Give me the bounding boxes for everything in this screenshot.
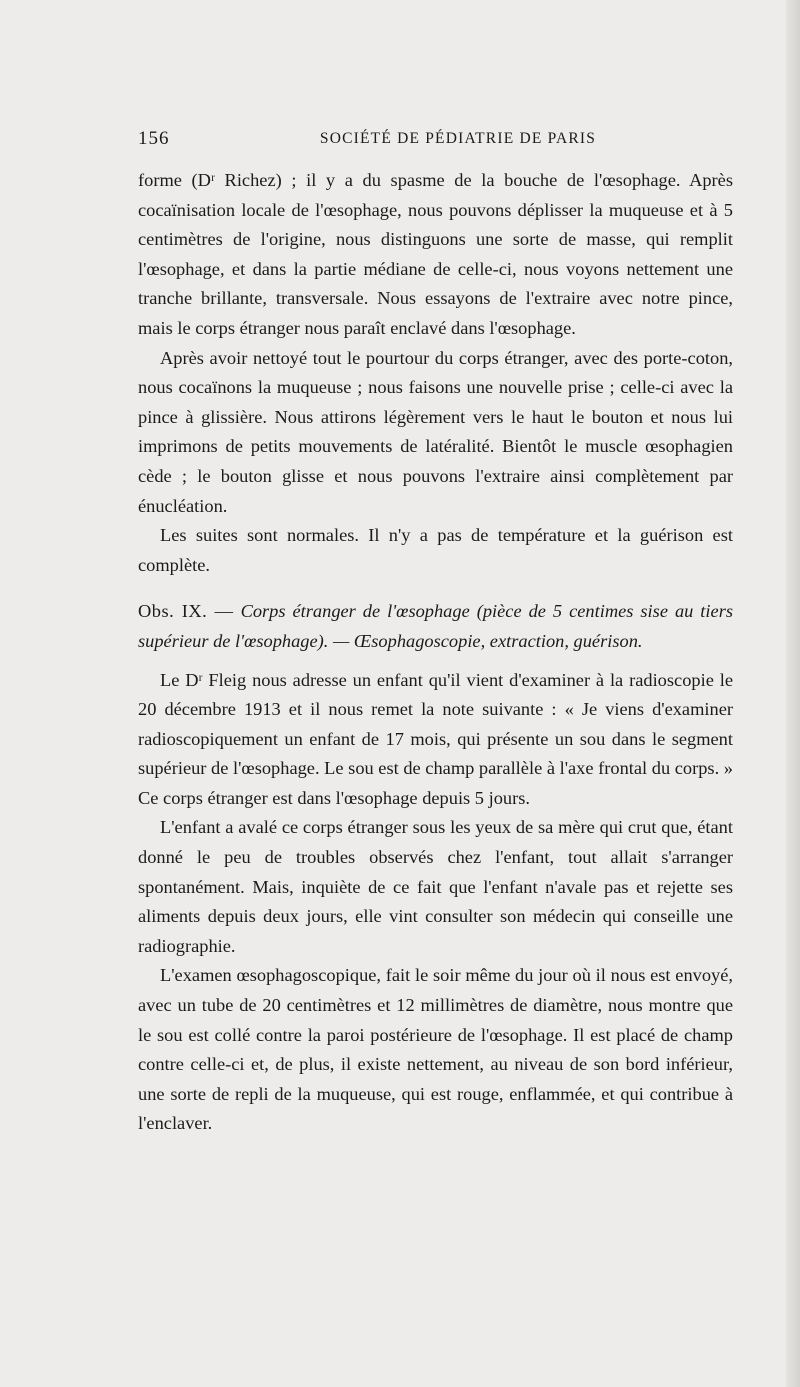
paragraph-continuation: forme (Dʳ Richez) ; il y a du spasme de la bouche de l'œsophage. Après cocaïnisation locale de l'œsophage, nous pouvons déplisser la muqueuse et à 5 centimètres de l'origine, nous distinguons une sorte de masse, qui remplit l'œsophage, et dans la partie médiane de celle-ci, nous voyons nettement une tranche brillante, transversale. Nous essayons de l'extraire avec notre pince, mais le corps étranger nous paraît enclavé dans l'œsophage. (138, 170, 733, 338)
body-text (138, 166, 733, 1139)
paragraph-extraction: Après avoir nettoyé tout le pourtour du corps étranger, avec des porte-coton, nous cocaïnons la muqueuse ; nous faisons une nouvelle prise ; celle-ci avec la pince à glissière. Nous attirons légèrement vers le haut le bouton et nous lui imprimons de petits mouvements de latéralité. Bientôt le muscle œsophagien cède ; le bouton glisse et nous pouvons l'extraire ainsi complètement par énucléation. (138, 347, 733, 516)
observation-label: Obs. IX. — (138, 601, 234, 622)
paragraph-outcome: Les suites sont normales. Il n'y a pas de température et la guérison est complète. (138, 525, 733, 575)
paragraph-examination: L'examen œsophagoscopique, fait le soir même du jour où il nous est envoyé, avec un tube de 20 centimètres et 12 millimètres de diamètre, nous montre que le sou est collé contre la paroi postérieure de l'œsophage. Il est placé de champ contre celle-ci et, de plus, il existe nettement, au niveau de son bord inférieur, une sorte de repli de la muqueuse, qui est rouge, enflammée, et qui contribue à l'enclaver. (138, 965, 733, 1134)
running-title: SOCIÉTÉ DE PÉDIATRIE DE PARIS (319, 130, 597, 147)
observation-heading (138, 597, 733, 656)
paragraph-history: L'enfant a avalé ce corps étranger sous les yeux de sa mère qui crut que, étant donné le peu de troubles observés chez l'enfant, tout allait s'arranger spontanément. Mais, inquiète de ce fait que l'enfant n'avale pas et rejette ses aliments depuis deux jours, elle vint consulter son médecin qui conseille une radiographie. (138, 817, 733, 956)
page-header (138, 128, 738, 154)
observation-title: Corps étranger de l'œsophage (pièce de 5 centimes sise au tiers supérieur de l'œsophage). — Œsophagoscopie, extraction, guérison. (138, 601, 734, 651)
page-number: 156 (138, 128, 170, 149)
page-edge-shadow (786, 0, 800, 1387)
paragraph-referral: Le Dʳ Fleig nous adresse un enfant qu'il vient d'examiner à la radioscopie le 20 décembre 1913 et il nous remet la note suivante : « Je viens d'examiner radioscopiquement un enfant de 17 mois, qui présente un sou dans le segment supérieur de l'œsophage. Le sou est de champ parallèle à l'axe frontal du corps. » Ce corps étranger est dans l'œsophage depuis 5 jours. (138, 669, 733, 808)
